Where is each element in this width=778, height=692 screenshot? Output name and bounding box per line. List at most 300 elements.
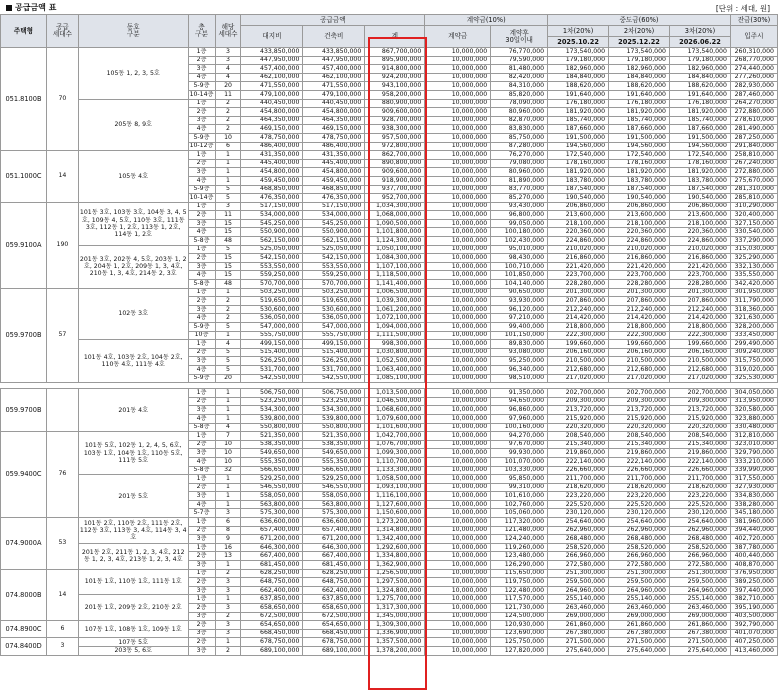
contract-30-cell: 90,650,000: [491, 288, 548, 297]
balance-cell: 281,310,000: [730, 185, 777, 194]
interim3-cell: 210,020,000: [670, 245, 731, 254]
total-cell: 1,030,800,000: [365, 348, 425, 357]
total-cell: 1,317,300,000: [365, 604, 425, 613]
land-cell: 433,850,000: [241, 48, 303, 57]
land-cell: 628,250,000: [241, 569, 303, 578]
contract-30-cell: 117,570,000: [491, 595, 548, 604]
total-cell: 1,099,300,000: [365, 449, 425, 458]
floor-cell: 3층: [188, 646, 215, 655]
land-cell: 539,800,000: [241, 414, 303, 423]
contract-cell: 10,000,000: [425, 151, 491, 160]
balance-cell: 311,790,000: [730, 297, 777, 306]
interim1-cell: 266,960,000: [548, 552, 609, 561]
total-cell: 1,006,500,000: [365, 288, 425, 297]
units-cell: 5: [215, 185, 241, 194]
land-cell: 531,700,000: [241, 365, 303, 374]
building-cell: 550,800,000: [303, 423, 365, 432]
interim2-cell: 210,020,000: [609, 245, 670, 254]
land-cell: 454,800,000: [241, 168, 303, 177]
interim1-cell: 262,960,000: [548, 526, 609, 535]
contract-30-cell: 93,930,000: [491, 297, 548, 306]
interim2-cell: 187,660,000: [609, 125, 670, 134]
interim1-cell: 211,700,000: [548, 475, 609, 484]
balance-cell: 403,500,000: [730, 612, 777, 621]
contract-30-cell: 97,210,000: [491, 314, 548, 323]
interim1-cell: 202,700,000: [548, 389, 609, 398]
units-cell: 10: [215, 133, 241, 142]
building-cell: 529,250,000: [303, 475, 365, 484]
interim2-cell: 222,140,000: [609, 457, 670, 466]
units-cell: 2: [215, 569, 241, 578]
floor-cell: 3층: [188, 65, 215, 74]
balance-cell: 268,770,000: [730, 56, 777, 65]
contract-30-cell: 100,710,000: [491, 262, 548, 271]
table-row: [1, 475, 778, 484]
balance-cell: 275,670,000: [730, 176, 777, 185]
contract-cell: 10,000,000: [425, 457, 491, 466]
interim1-cell: 185,740,000: [548, 116, 609, 125]
interim1-cell: 206,860,000: [548, 202, 609, 211]
interim3-cell: 222,300,000: [670, 331, 731, 340]
interim2-cell: 178,160,000: [609, 159, 670, 168]
interim3-cell: 214,420,000: [670, 314, 731, 323]
contract-30-cell: 102,430,000: [491, 237, 548, 246]
interim1-cell: 272,580,000: [548, 561, 609, 570]
interim2-cell: 213,720,000: [609, 406, 670, 415]
floor-cell: 10-14층: [189, 90, 214, 98]
total-cell: 1,141,400,000: [365, 280, 425, 289]
balance-cell: 313,950,000: [730, 397, 777, 406]
interim3-cell: 187,540,000: [670, 185, 731, 194]
interim2-cell: 216,860,000: [609, 254, 670, 263]
contract-30-cell: 119,750,000: [491, 578, 548, 587]
interim3-cell: 208,540,000: [670, 432, 731, 441]
land-cell: 431,350,000: [241, 151, 303, 160]
building-cell: 476,350,000: [303, 194, 365, 203]
contract-cell: 10,000,000: [425, 280, 491, 289]
interim1-cell: 190,540,000: [548, 194, 609, 203]
col-interim2-date: 2025.12.22: [609, 37, 670, 48]
contract-30-cell: 76,270,000: [491, 151, 548, 160]
floor-cell: 3층: [188, 116, 215, 125]
interim2-cell: 173,540,000: [609, 48, 670, 57]
contract-30-cell: 97,670,000: [491, 440, 548, 449]
contract-cell: 10,000,000: [425, 176, 491, 185]
interim3-cell: 225,520,000: [670, 500, 731, 509]
land-cell: 471,550,000: [241, 82, 303, 91]
contract-cell: 10,000,000: [425, 552, 491, 561]
interim3-cell: 173,540,000: [670, 48, 731, 57]
interim2-cell: 208,540,000: [609, 432, 670, 441]
contract-cell: 10,000,000: [425, 142, 491, 151]
balance-cell: 287,460,000: [730, 90, 777, 99]
units-cell: 15: [215, 262, 241, 271]
contract-cell: 10,000,000: [425, 374, 491, 383]
units-cell: 2: [215, 116, 241, 125]
housing-type-cell: 059.9400C: [1, 432, 47, 518]
units-cell: 3: [215, 48, 241, 57]
floor-cell: 3층: [188, 561, 215, 570]
interim1-cell: 221,420,000: [548, 262, 609, 271]
interim3-cell: 216,860,000: [670, 254, 731, 263]
contract-cell: 10,000,000: [425, 219, 491, 228]
interim1-cell: 188,620,000: [548, 82, 609, 91]
interim1-cell: 194,560,000: [548, 142, 609, 151]
land-cell: 546,550,000: [241, 483, 303, 492]
units-cell: 4: [215, 423, 241, 432]
balance-cell: 317,550,000: [730, 475, 777, 484]
contract-30-cell: 127,820,000: [491, 646, 548, 655]
building-cell: 538,350,000: [303, 440, 365, 449]
building-cell: 503,250,000: [303, 288, 365, 297]
contract-30-cell: 94,270,000: [491, 432, 548, 441]
balance-cell: 318,360,000: [730, 305, 777, 314]
building-cell: 447,950,000: [303, 56, 365, 65]
building-cell: 530,600,000: [303, 305, 365, 314]
building-cell: 531,700,000: [303, 365, 365, 374]
units-cell: 3: [215, 621, 241, 630]
contract-30-cell: 95,010,000: [491, 245, 548, 254]
land-cell: 555,750,000: [241, 331, 303, 340]
interim3-cell: 212,240,000: [670, 305, 731, 314]
floor-cell: 5-9층: [188, 82, 215, 91]
units-cell: 1: [215, 397, 241, 406]
contract-cell: 10,000,000: [425, 621, 491, 630]
building-cell: 471,550,000: [303, 82, 365, 91]
total-cell: 1,072,100,000: [365, 314, 425, 323]
interim1-cell: 213,600,000: [548, 211, 609, 220]
floor-cell: 1층: [188, 48, 215, 57]
units-cell: 1: [215, 389, 241, 398]
interim1-cell: 183,780,000: [548, 176, 609, 185]
total-cell: 862,700,000: [365, 151, 425, 160]
land-cell: 457,400,000: [241, 65, 303, 74]
interim1-cell: 173,540,000: [548, 48, 609, 57]
interim1-cell: 255,140,000: [548, 595, 609, 604]
balance-cell: 395,190,000: [730, 604, 777, 613]
total-cell: 1,093,100,000: [365, 483, 425, 492]
contract-cell: 10,000,000: [425, 449, 491, 458]
land-cell: 440,450,000: [241, 99, 303, 108]
balance-cell: 323,010,000: [730, 440, 777, 449]
interim2-cell: 172,540,000: [609, 151, 670, 160]
supply-price-table: [0, 14, 778, 656]
units-cell: 1: [215, 638, 241, 647]
interim2-cell: 263,460,000: [609, 604, 670, 613]
interim3-cell: 266,960,000: [670, 552, 731, 561]
table-row: [1, 288, 778, 297]
land-cell: 563,800,000: [241, 500, 303, 509]
balance-cell: 260,310,000: [730, 48, 777, 57]
interim2-cell: 179,180,000: [609, 56, 670, 65]
building-unit-cell: 101동 5호, 102동 1, 2, 4, 5, 6호, 103동 1호, 104동 1호, 110동 5호, 111동 5호: [78, 432, 188, 475]
contract-cell: 10,000,000: [425, 202, 491, 211]
contract-30-cell: 104,140,000: [491, 280, 548, 289]
interim1-cell: 218,800,000: [548, 323, 609, 332]
interim2-cell: 269,000,000: [609, 612, 670, 621]
floor-cell: 1층: [188, 340, 215, 349]
land-cell: 530,600,000: [241, 305, 303, 314]
interim3-cell: 218,100,000: [670, 219, 731, 228]
land-cell: 566,650,000: [241, 466, 303, 475]
table-row: [1, 543, 778, 552]
table-row: [1, 389, 778, 398]
contract-cell: 10,000,000: [425, 440, 491, 449]
contract-30-cell: 123,690,000: [491, 629, 548, 638]
floor-cell: 4층: [188, 414, 215, 423]
balance-cell: 376,950,000: [730, 569, 777, 578]
land-cell: 575,300,000: [241, 509, 303, 518]
contract-cell: 10,000,000: [425, 314, 491, 323]
balance-cell: 342,420,000: [730, 280, 777, 289]
balance-cell: 381,960,000: [730, 518, 777, 527]
contract-cell: 10,000,000: [425, 561, 491, 570]
balance-cell: 287,250,000: [730, 133, 777, 142]
building-unit-cell: 101동 3호, 103동 3호, 104동 3, 4, 5호, 109동 4, 5호, 110동 3호, 111동 3호, 112동 1, 2호, 113동 1, 2호, 114동 1, 2호: [78, 202, 188, 245]
interim2-cell: 183,780,000: [609, 176, 670, 185]
interim1-cell: 209,300,000: [548, 397, 609, 406]
land-cell: 462,100,000: [241, 73, 303, 82]
interim3-cell: 176,180,000: [670, 99, 731, 108]
contract-cell: 10,000,000: [425, 365, 491, 374]
supply-units-cell: 190: [46, 202, 78, 288]
units-cell: 5: [215, 194, 241, 203]
balance-cell: 389,250,000: [730, 578, 777, 587]
units-cell: 1: [215, 561, 241, 570]
interim3-cell: 213,600,000: [670, 211, 731, 220]
contract-30-cell: 124,240,000: [491, 535, 548, 544]
floor-cell: 4층: [188, 457, 215, 466]
total-cell: 1,345,000,000: [365, 612, 425, 621]
interim3-cell: 194,560,000: [670, 142, 731, 151]
building-cell: 637,850,000: [303, 595, 365, 604]
total-cell: 998,300,000: [365, 340, 425, 349]
interim1-cell: 225,520,000: [548, 500, 609, 509]
balance-cell: 320,400,000: [730, 211, 777, 220]
interim2-cell: 220,360,000: [609, 228, 670, 237]
floor-cell: 1층: [188, 245, 215, 254]
building-cell: 646,300,000: [303, 543, 365, 552]
contract-cell: 10,000,000: [425, 543, 491, 552]
contract-cell: 10,000,000: [425, 526, 491, 535]
interim2-cell: 209,300,000: [609, 397, 670, 406]
interim2-cell: 266,960,000: [609, 552, 670, 561]
table-row: [1, 638, 778, 647]
building-cell: 667,400,000: [303, 552, 365, 561]
contract-cell: 10,000,000: [425, 340, 491, 349]
contract-30-cell: 96,860,000: [491, 406, 548, 415]
contract-cell: 10,000,000: [425, 500, 491, 509]
interim3-cell: 213,720,000: [670, 406, 731, 415]
contract-cell: 10,000,000: [425, 432, 491, 441]
floor-cell: 2층: [188, 108, 215, 117]
units-cell: 15: [215, 219, 241, 228]
interim3-cell: 215,340,000: [670, 440, 731, 449]
contract-30-cell: 99,310,000: [491, 483, 548, 492]
units-cell: 16: [215, 543, 241, 552]
interim3-cell: 254,640,000: [670, 518, 731, 527]
interim1-cell: 199,660,000: [548, 340, 609, 349]
interim2-cell: 218,100,000: [609, 219, 670, 228]
balance-cell: 325,530,000: [730, 374, 777, 383]
building-cell: 459,450,000: [303, 176, 365, 185]
interim3-cell: 230,120,000: [670, 509, 731, 518]
interim3-cell: 268,480,000: [670, 535, 731, 544]
building-unit-cell: 107동 1호, 108동 1호, 109동 1호: [78, 621, 188, 638]
units-cell: 2: [215, 99, 241, 108]
supply-units-cell: 57: [46, 288, 78, 383]
land-cell: 550,800,000: [241, 423, 303, 432]
interim2-cell: 223,220,000: [609, 492, 670, 501]
contract-30-cell: 117,320,000: [491, 518, 548, 527]
floor-cell: 2층: [188, 604, 215, 613]
housing-type-cell: 074.8000B: [1, 569, 47, 621]
units-cell: 32: [215, 466, 241, 475]
interim3-cell: 182,960,000: [670, 65, 731, 74]
building-cell: 628,250,000: [303, 569, 365, 578]
interim2-cell: 222,300,000: [609, 331, 670, 340]
contract-cell: 10,000,000: [425, 211, 491, 220]
building-cell: 668,450,000: [303, 629, 365, 638]
housing-type-cell: 051.1000C: [1, 151, 47, 203]
balance-cell: 392,790,000: [730, 621, 777, 630]
units-cell: 3: [215, 586, 241, 595]
floor-cell: 2층: [188, 638, 215, 647]
col-building: 건축비: [303, 26, 365, 48]
units-cell: 20: [215, 82, 241, 91]
total-cell: 1,050,100,000: [365, 245, 425, 254]
col-interim-group: 중도금(60%): [548, 15, 731, 26]
total-cell: 1,079,600,000: [365, 414, 425, 423]
table-row: [1, 245, 778, 254]
units-cell: 5: [215, 357, 241, 366]
contract-30-cell: 96,120,000: [491, 305, 548, 314]
land-cell: 654,650,000: [241, 621, 303, 630]
building-cell: 662,400,000: [303, 586, 365, 595]
land-cell: 517,150,000: [241, 202, 303, 211]
land-cell: 526,250,000: [241, 357, 303, 366]
building-cell: 553,550,000: [303, 262, 365, 271]
contract-cell: 10,000,000: [425, 125, 491, 134]
table-row: [1, 99, 778, 108]
interim3-cell: 187,660,000: [670, 125, 731, 134]
interim2-cell: 207,860,000: [609, 297, 670, 306]
interim1-cell: 264,960,000: [548, 586, 609, 595]
balance-cell: 274,440,000: [730, 65, 777, 74]
building-cell: 654,650,000: [303, 621, 365, 630]
units-cell: 1: [215, 475, 241, 484]
table-row: [1, 202, 778, 211]
land-cell: 545,250,000: [241, 219, 303, 228]
interim3-cell: 226,660,000: [670, 466, 731, 475]
units-cell: 5: [215, 245, 241, 254]
interim3-cell: 251,300,000: [670, 569, 731, 578]
total-cell: 1,324,800,000: [365, 586, 425, 595]
contract-30-cell: 83,830,000: [491, 125, 548, 134]
building-cell: 555,350,000: [303, 457, 365, 466]
total-cell: 918,900,000: [365, 176, 425, 185]
units-cell: 1: [215, 492, 241, 501]
col-balance-date: 입주시: [730, 26, 777, 48]
interim1-cell: 191,500,000: [548, 133, 609, 142]
interim3-cell: 218,800,000: [670, 323, 731, 332]
interim1-cell: 207,860,000: [548, 297, 609, 306]
col-interim3: 3차(20%): [670, 26, 731, 37]
land-cell: 469,150,000: [241, 125, 303, 134]
contract-cell: 10,000,000: [425, 492, 491, 501]
floor-cell: 4층: [188, 176, 215, 185]
interim3-cell: 181,920,000: [670, 168, 731, 177]
interim1-cell: 228,280,000: [548, 280, 609, 289]
interim2-cell: 219,860,000: [609, 449, 670, 458]
contract-cell: 10,000,000: [425, 535, 491, 544]
balance-cell: 401,070,000: [730, 629, 777, 638]
contract-30-cell: 121,730,000: [491, 604, 548, 613]
contract-cell: 10,000,000: [425, 65, 491, 74]
floor-cell: 3층: [188, 357, 215, 366]
supply-units-cell: 53: [46, 518, 78, 570]
contract-cell: 10,000,000: [425, 569, 491, 578]
interim1-cell: 230,120,000: [548, 509, 609, 518]
floor-cell: 5-9층: [188, 323, 215, 332]
units-cell: 7: [215, 432, 241, 441]
interim1-cell: 181,920,000: [548, 168, 609, 177]
balance-cell: 329,790,000: [730, 449, 777, 458]
contract-30-cell: 94,650,000: [491, 397, 548, 406]
floor-cell: 1층: [188, 569, 215, 578]
land-cell: 486,400,000: [241, 142, 303, 151]
balance-cell: 397,440,000: [730, 586, 777, 595]
interim2-cell: 212,680,000: [609, 365, 670, 374]
floor-cell: 2층: [188, 297, 215, 306]
land-cell: 648,750,000: [241, 578, 303, 587]
building-unit-cell: 203동 5, 6호: [78, 646, 188, 655]
land-cell: 521,350,000: [241, 432, 303, 441]
contract-cell: 10,000,000: [425, 348, 491, 357]
interim1-cell: 267,380,000: [548, 629, 609, 638]
floor-cell: 1층: [188, 288, 215, 297]
housing-type-cell: 059.9100A: [1, 202, 47, 288]
balance-cell: 301,950,000: [730, 288, 777, 297]
col-interim3-date: 2026.06.22: [670, 37, 731, 48]
building-cell: 506,750,000: [303, 389, 365, 398]
balance-cell: 282,930,000: [730, 82, 777, 91]
col-supply-units: 공급 세대수: [46, 15, 78, 48]
contract-cell: 10,000,000: [425, 397, 491, 406]
contract-30-cell: 93,080,000: [491, 348, 548, 357]
building-cell: 542,550,000: [303, 374, 365, 383]
total-cell: 938,300,000: [365, 125, 425, 134]
interim2-cell: 182,960,000: [609, 65, 670, 74]
balance-cell: 291,840,000: [730, 142, 777, 151]
interim1-cell: 208,540,000: [548, 432, 609, 441]
total-cell: 1,111,500,000: [365, 331, 425, 340]
contract-30-cell: 100,180,000: [491, 228, 548, 237]
contract-30-cell: 79,080,000: [491, 159, 548, 168]
interim2-cell: 201,300,000: [609, 288, 670, 297]
contract-cell: 10,000,000: [425, 108, 491, 117]
floor-cell: 2층: [188, 254, 215, 263]
units-cell: 15: [215, 228, 241, 237]
contract-30-cell: 83,770,000: [491, 185, 548, 194]
land-cell: 678,750,000: [241, 638, 303, 647]
floor-cell: 3층: [188, 586, 215, 595]
building-cell: 636,600,000: [303, 518, 365, 527]
balance-cell: 407,250,000: [730, 638, 777, 647]
housing-type-cell: 074.8900C: [1, 621, 47, 638]
interim2-cell: 223,700,000: [609, 271, 670, 280]
units-cell: 10: [215, 440, 241, 449]
